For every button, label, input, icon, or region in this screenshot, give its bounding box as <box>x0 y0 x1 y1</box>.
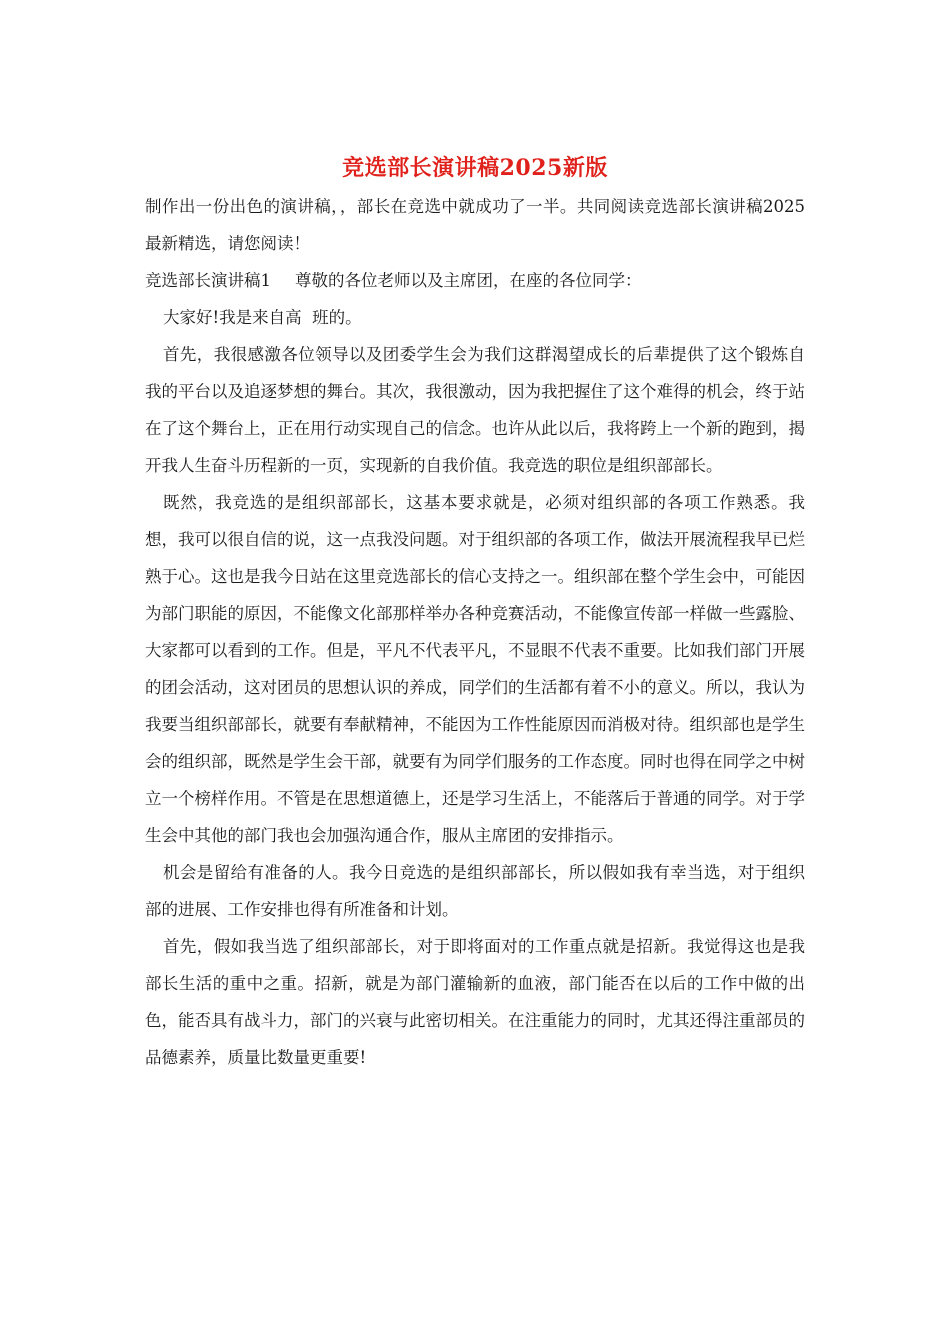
body-paragraph: 首先，我很感激各位领导以及团委学生会为我们这群渴望成长的后辈提供了这个锻炼自我的平台以及追逐梦想的舞台。其次，我很激动，因为我把握住了这个难得的机会，终于站在了这个舞台上，正在用行动实现自己的信念。也许从此以后，我将跨上一个新的跑到，揭开我人生奋斗历程新的一页，实现新的自我价值。我竞选的职位是组织部部长。 <box>145 345 805 475</box>
speech-header <box>145 262 805 299</box>
salutation: 尊敬的各位老师以及主席团，在座的各位同学： <box>295 271 642 290</box>
body-paragraph: 机会是留给有准备的人。我今日竞选的是组织部部长，所以假如我有幸当选，对于组织部的进展、工作安排也得有所准备和计划。 <box>145 863 805 919</box>
greeting-paragraph: 大家好!我是来自高 班的。 <box>163 308 362 327</box>
document-page <box>145 150 805 1076</box>
body-paragraph: 既然，我竞选的是组织部部长，这基本要求就是，必须对组织部的各项工作熟悉。我想，我可以很自信的说，这一点我没问题。对于组织部的各项工作，做法开展流程我早已烂熟于心。这也是我今日站在这里竞选部长的信心支持之一。组织部在整个学生会中，可能因为部门职能的原因，不能像文化部那样举办各种竞赛活动，不能像宣传部一样做一些露脸、大家都可以看到的工作。但是，平凡不代表平凡，不显眼不代表不重要。比如我们部门开展的团会活动，这对团员的思想认识的养成，同学们的生活都有着不小的意义。所以，我认为我要当组织部部长，就要有奉献精神，不能因为工作性能原因而消极对待。组织部也是学生会的组织部，既然是学生会干部，就要有为同学们服务的工作态度。同时也得在同学之中树立一个榜样作用。不管是在思想道德上，还是学习生活上，不能落后于普通的同学。对于学生会中其他的部门我也会加强沟通合作，服从主席团的安排指示。 <box>145 493 805 845</box>
document-title: 竞选部长演讲稿2025新版 <box>342 155 608 181</box>
intro-paragraph: 制作出一份出色的演讲稿，，部长在竞选中就成功了一半。共同阅读竞选部长演讲稿2025最新精选，请您阅读！ <box>145 197 805 253</box>
body-paragraph: 首先，假如我当选了组织部部长，对于即将面对的工作重点就是招新。我觉得这也是我部长生活的重中之重。招新，就是为部门灌输新的血液，部门能否在以后的工作中做的出色，能否具有战斗力，部门的兴衰与此密切相关。在注重能力的同时，尤其还得注重部员的品德素养，质量比数量更重要! <box>145 937 805 1067</box>
speech-label: 竞选部长演讲稿1 <box>145 271 271 290</box>
